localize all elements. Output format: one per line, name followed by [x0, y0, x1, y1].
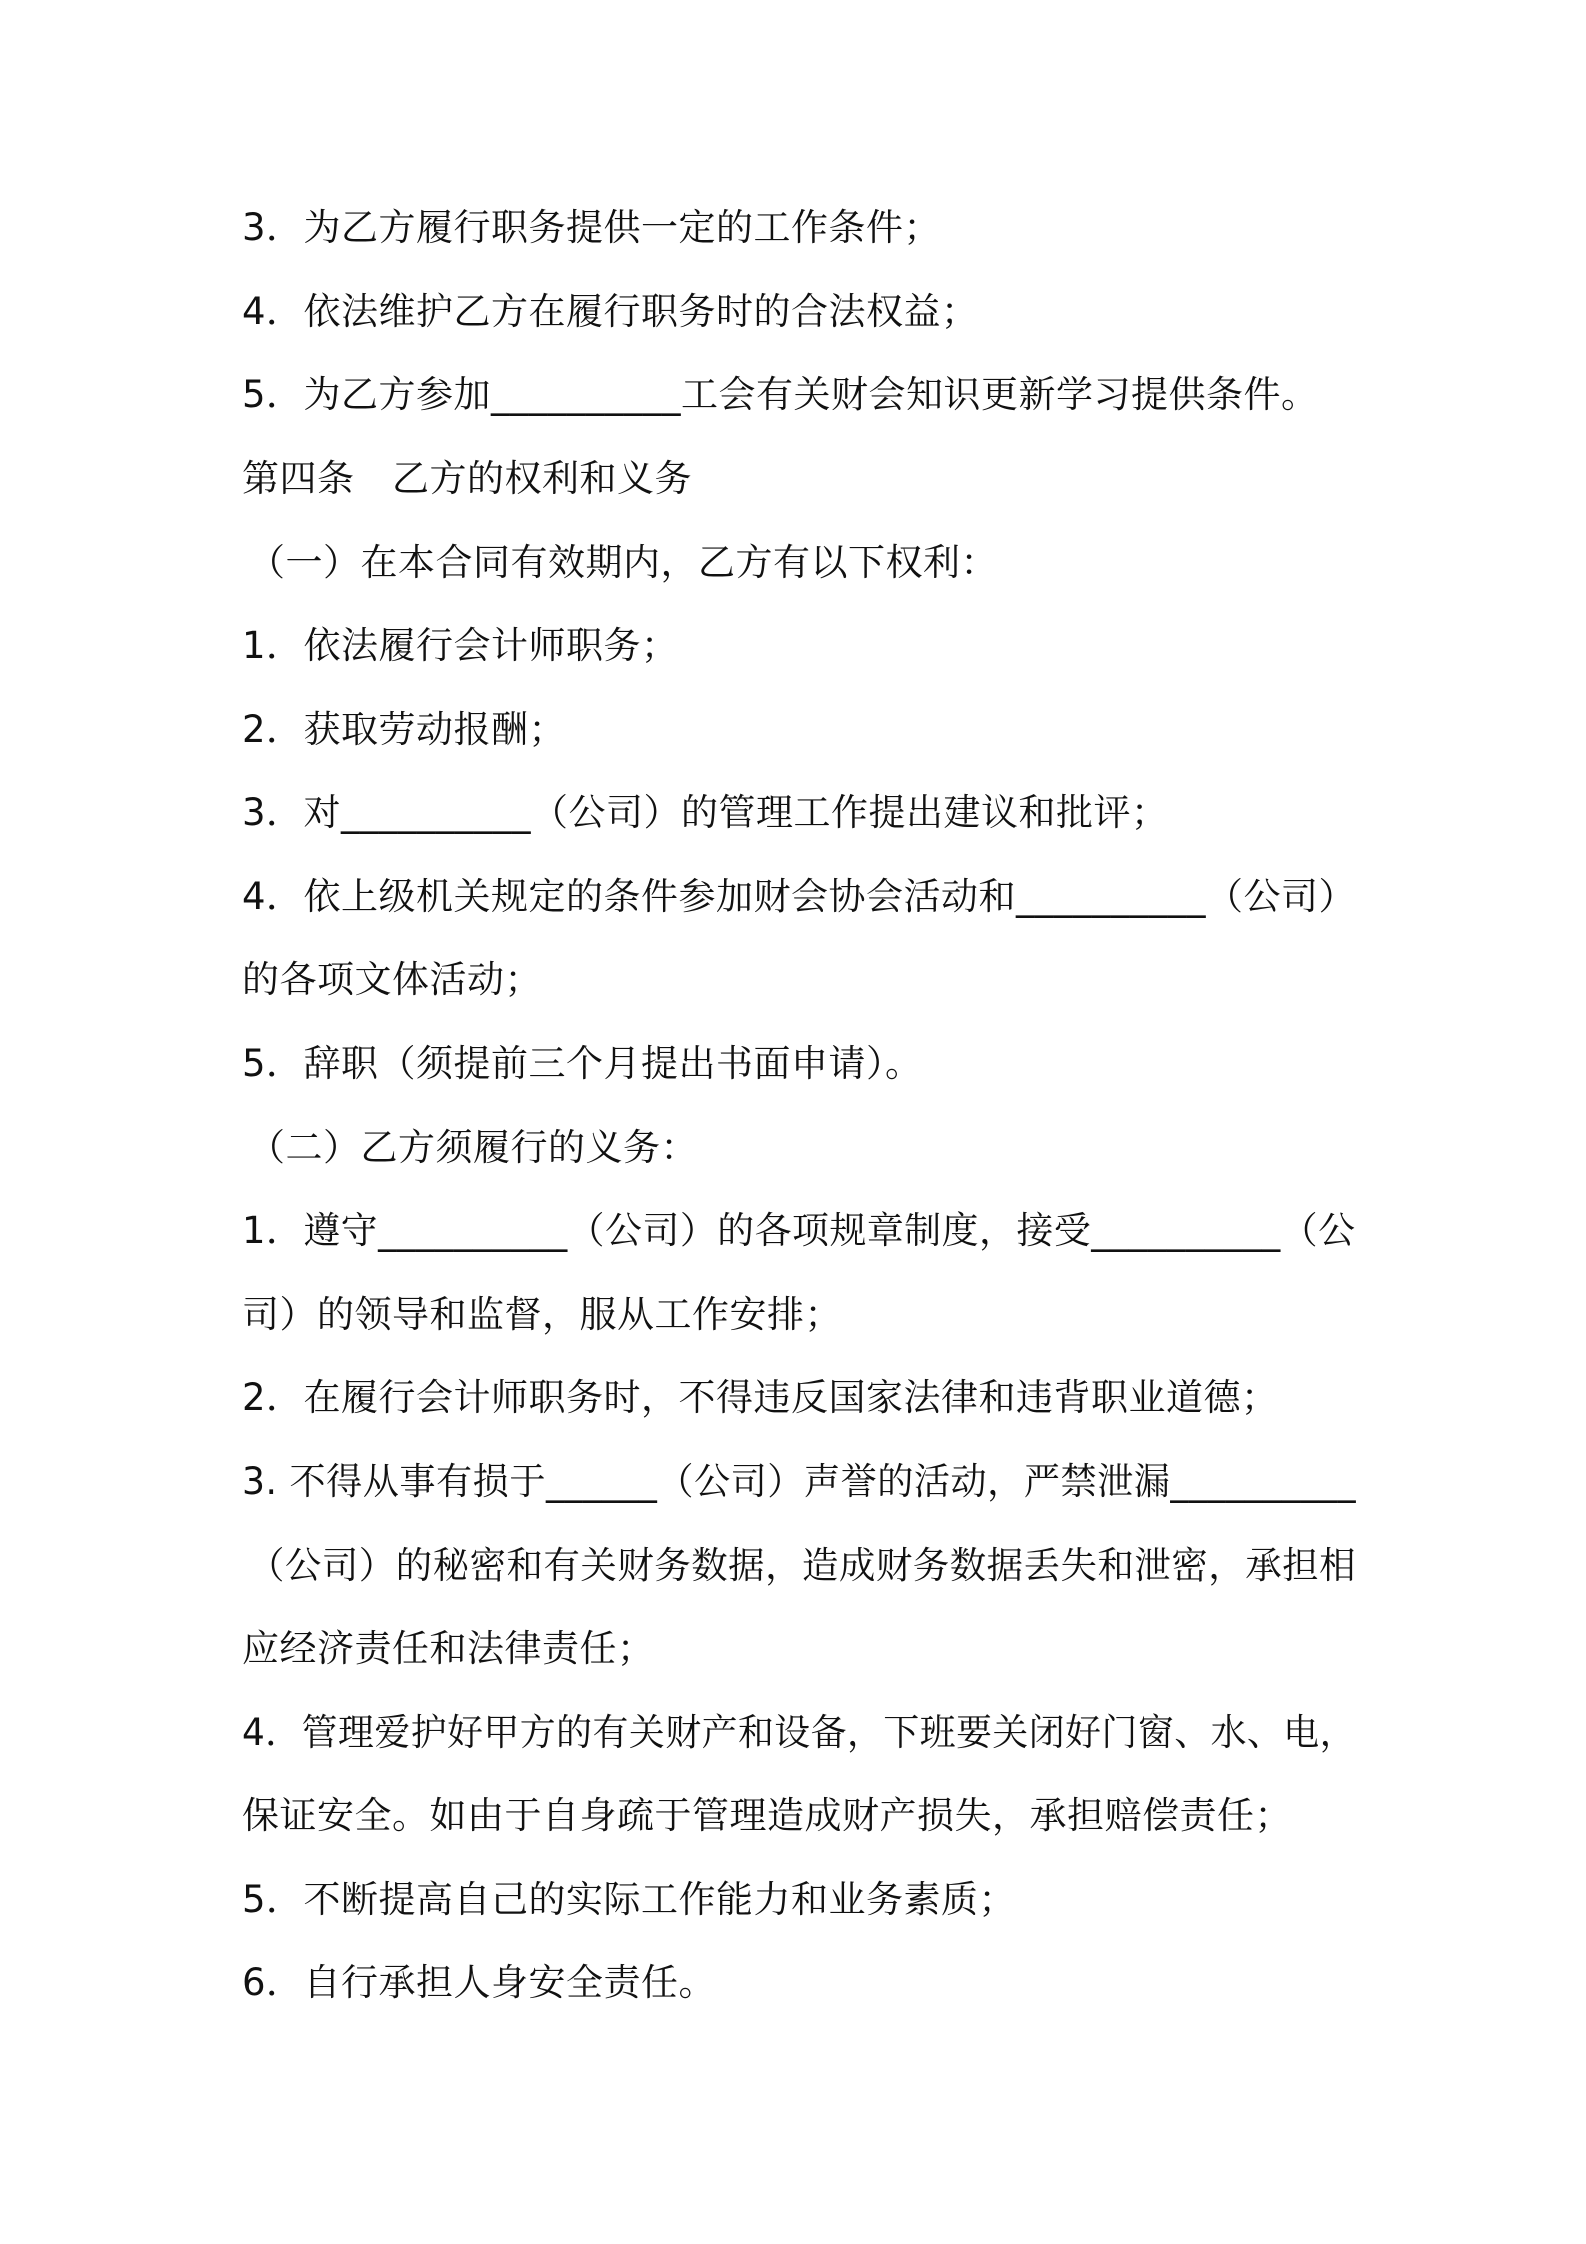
text-line-7: 2．获取劳动报酬；: [242, 708, 567, 751]
text-line-13: 1．遵守__________（公司）的各项规章制度，接受__________（公: [242, 1209, 1356, 1252]
section-heading: 第四条 乙方的权利和义务: [242, 457, 692, 500]
subsection-heading-rights: （一）在本合同有效期内，乙方有以下权利：: [248, 541, 998, 584]
text-line-1: 3．为乙方履行职务提供一定的工作条件；: [242, 206, 942, 249]
text-line-21: 5．不断提高自己的实际工作能力和业务素质；: [242, 1878, 1017, 1921]
subsection-heading-duties: （二）乙方须履行的义务：: [248, 1126, 698, 1169]
text-line-9: 4．依上级机关规定的条件参加财会协会活动和__________（公司）: [242, 875, 1357, 918]
text-line-8: 3．对__________（公司）的管理工作提出建议和批评；: [242, 791, 1169, 834]
text-line-11: 5．辞职（须提前三个月提出书面申请）。: [242, 1042, 923, 1085]
text-line-14: 司）的领导和监督，服从工作安排；: [242, 1293, 842, 1336]
text-line-19: 4．管理爱护好甲方的有关财产和设备，下班要关闭好门窗、水、电，: [242, 1711, 1357, 1754]
text-line-15: 2．在履行会计师职务时，不得违反国家法律和违背职业道德；: [242, 1376, 1279, 1419]
text-line-22: 6．自行承担人身安全责任。: [242, 1961, 717, 2004]
text-line-17: （公司）的秘密和有关财务数据，造成财务数据丢失和泄密，承担相: [248, 1544, 1357, 1587]
text-line-6: 1．依法履行会计师职务；: [242, 624, 679, 667]
text-line-2: 4．依法维护乙方在履行职务时的合法权益；: [242, 290, 979, 333]
text-line-18: 应经济责任和法律责任；: [242, 1627, 655, 1670]
text-line-16: 3. 不得从事有损于______（公司）声誉的活动，严禁泄漏__________: [242, 1460, 1357, 1503]
text-line-3: 5．为乙方参加__________工会有关财会知识更新学习提供条件。: [242, 373, 1319, 416]
text-line-20: 保证安全。如由于自身疏于管理造成财产损失，承担赔偿责任；: [242, 1794, 1292, 1837]
text-line-10: 的各项文体活动；: [242, 958, 542, 1001]
